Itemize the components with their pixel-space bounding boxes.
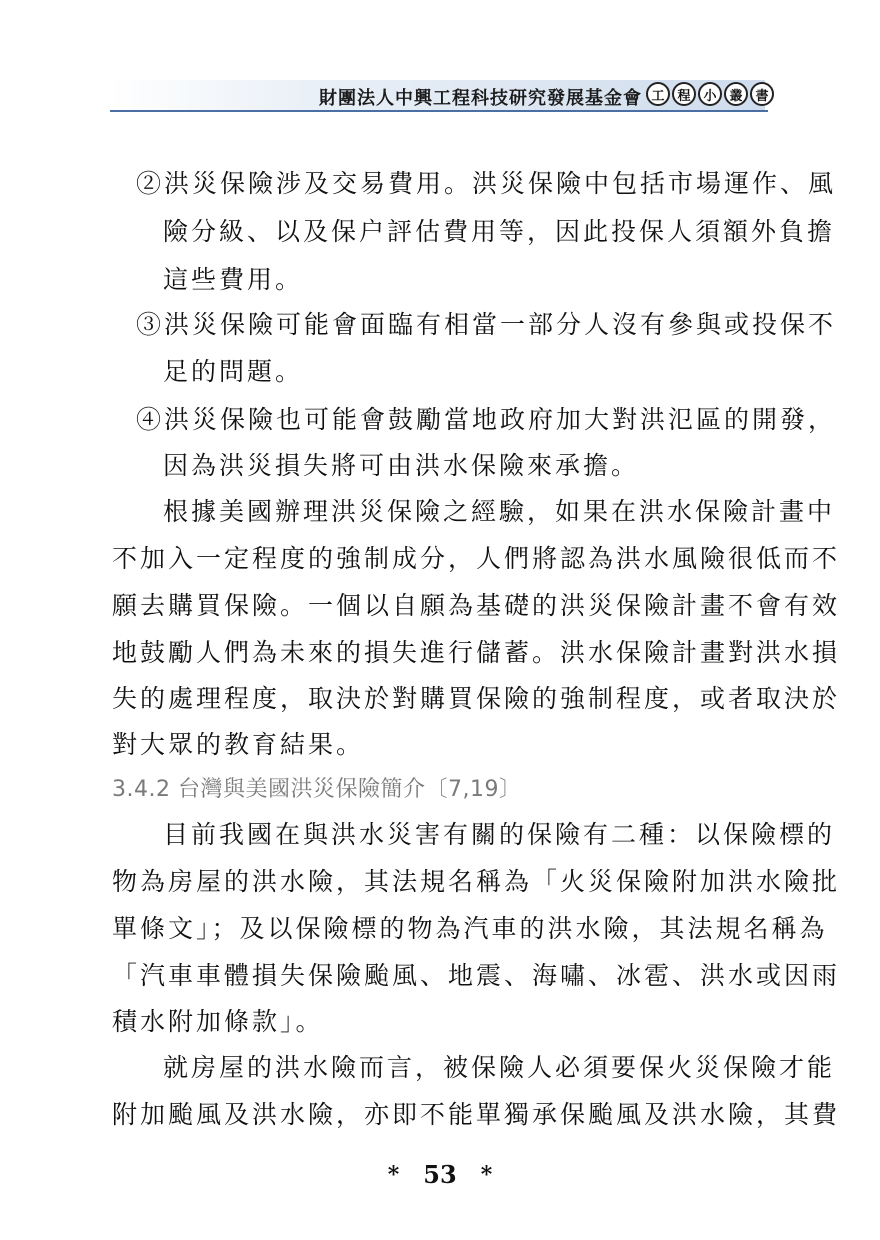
paragraph-line: 願去購買保險。一個以自願為基礎的洪災保險計畫不會有效 [112,591,841,620]
footer-star-left: * [387,1161,400,1188]
paragraph-line: 根據美國辦理洪災保險之經驗，如果在洪水保險計畫中 [163,497,836,526]
paragraph-line: 目前我國在與洪水災害有關的保險有二種：以保險標的 [163,820,836,849]
list-item-line: ④洪災保險也可能會鼓勵當地政府加大對洪氾區的開發， [136,405,837,434]
paragraph-line: 「汽車車體損失保險颱風、地震、海嘯、冰雹、洪水或因雨 [112,961,841,990]
list-item-line: 足的問題。 [163,357,304,386]
series-char: 程 [672,82,696,106]
header-rule [110,110,768,112]
page-footer [0,1160,880,1189]
list-item-line: ②洪災保險涉及交易費用。洪災保險中包括市場運作、風 [136,169,837,198]
paragraph-line: 附加颱風及洪水險，亦即不能單獨承保颱風及洪水險，其費 [112,1100,841,1129]
series-logo [646,82,774,106]
list-item-line: 這些費用。 [163,265,304,294]
header-title: 財團法人中興工程科技研究發展基金會 [319,88,642,109]
paragraph-line: 物為房屋的洪水險，其法規名稱為「火災保險附加洪水險批 [112,867,841,896]
paragraph-line: 就房屋的洪水險而言，被保險人必須要保火災保險才能 [163,1053,836,1082]
series-char: 書 [750,82,774,106]
series-char: 工 [646,82,670,106]
paragraph-line: 積水附加條款」。 [112,1007,324,1036]
section-heading: 3.4.2 台灣與美國洪災保險簡介〔7,19〕 [112,777,522,802]
list-item-line: ③洪災保險可能會面臨有相當一部分人沒有參與或投保不 [136,310,837,339]
list-item-line: 因為洪災損失將可由洪水保險來承擔。 [163,451,640,480]
series-char: 小 [698,82,722,106]
series-char: 叢 [724,82,748,106]
paragraph-line: 地鼓勵人們為未來的損失進行儲蓄。洪水保險計畫對洪水損 [112,638,841,667]
paragraph-line: 單條文」；及以保險標的物為汽車的洪水險，其法規名稱為 [112,914,828,943]
paragraph-line: 失的處理程度，取決於對購買保險的強制程度，或者取決於 [112,684,841,713]
footer-star-right: * [480,1161,493,1188]
list-item-line: 險分級、以及保户評估費用等，因此投保人須額外負擔 [163,217,836,246]
page-number: 53 [423,1160,457,1189]
paragraph-line: 不加入一定程度的強制成分，人們將認為洪水風險很低而不 [112,544,841,573]
paragraph-line: 對大眾的教育結果。 [112,730,365,759]
